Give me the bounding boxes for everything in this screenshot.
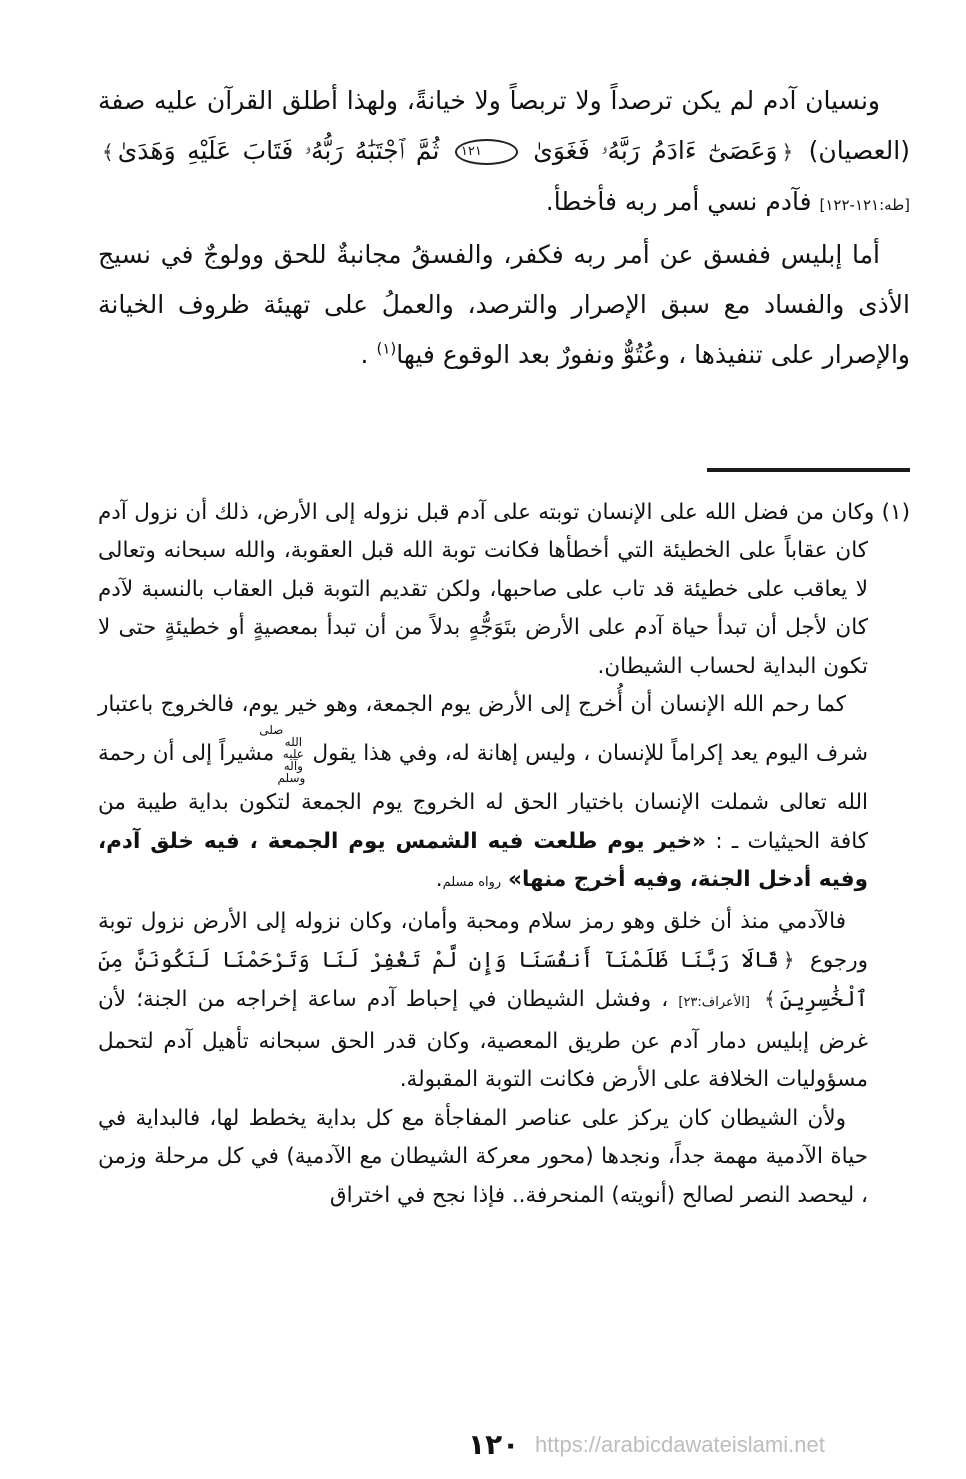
book-page (98, 0, 910, 1479)
footnote-text: ولأن الشيطان كان يركز على عناصر المفاجأة مع كل بداية يخطط لها، فالبداية في حياة الآدمية مهمة جداً، ونجدها (محور معركة الشيطان مع الآدمية) في كل مرحلة وزمن ، ليحصد النصر لصالح (أنويته) المنحرفة.. فإذا نجح في اختراق (98, 1105, 868, 1208)
footnote-paragraph-friday (98, 686, 910, 903)
footnote-separator (707, 468, 910, 472)
quran-verse: وَعَصَىٰٓ ءَادَمُ رَبَّهُۥ فَغَوَىٰ (533, 136, 778, 165)
paragraph-iblis (98, 230, 910, 380)
paragraph-text: ونسيان آدم لم يكن ترصداً ولا تربصاً ولا خيانةً، ولهذا أطلق القرآن عليه صفة (العصيان) (98, 86, 911, 165)
ayah-number-badge: ١٢١ (455, 139, 518, 165)
footnotes (98, 494, 910, 1215)
hadith-quote: «خير يوم طلعت فيه الشمس يوم الجمعة ، فيه خلق آدم، وفيه أدخل الجنة، وفيه أخرج منها» (98, 828, 868, 893)
paragraph-text: فآدم نسي أمر ربه فأخطأ. (545, 187, 812, 216)
footnote-paragraph-repentance (98, 903, 910, 1100)
footnote-1 (98, 494, 910, 686)
paragraph-end: . (360, 340, 369, 369)
quran-open-bracket-icon: ﴿ (782, 948, 795, 973)
quran-close-bracket-icon: ﴾ (764, 987, 776, 1012)
surah-reference: [الأعراف:٢٣] (678, 995, 750, 1011)
footnote-paragraph-satan (98, 1100, 910, 1215)
footnote-text: ، وفشل الشيطان في إحباط آدم ساعة إخراجه من الجنة؛ لأن غرض إبليس دمار آدم عن طريق المعصية، وكان قدر الحق سبحانه تأهيل آدم لتحمل مسؤوليات الخلافة على الأرض فكانت التوبة المقبولة. (98, 987, 868, 1093)
page-number: ١٢٠ (468, 1428, 520, 1461)
salutation-glyph-icon: صلى الله عليه وآله وسلم (259, 723, 306, 786)
quran-verse: قَالَا رَبَّنَا ظَلَمْنَآ أَنفُسَنَا وَإِن لَّمْ تَغْفِرْ لَنَا وَتَرْحَمْنَا لَنَكُونَنَّ مِنَ ٱلْخَٰسِرِينَ (98, 948, 868, 1013)
main-text (98, 76, 910, 380)
quran-close-bracket-icon: ﴾ (102, 140, 114, 164)
footnote-text: وكان من فضل الله على الإنسان توبته على آدم قبل نزوله إلى الأرض، ذلك أن نزول آدم كان عقاباً على الخطيئة التي أخطأها فكانت توبة الله قبل العقوبة، والله سبحانه وتعالى لا يعاقب على خطيئة قد تاب على صاحبها، ولكن تقديم التوبة قبل العقاب بالنسبة لآدم كان لأجل أن تبدأ حياة آدم على الأرض بتَوَجُّهٍ بدلاً من أن تبدأ بمعصيةٍ أو خطيئةٍ حتى لا تكون البداية لحساب الشيطان. (98, 500, 875, 679)
hadith-source: رواه مسلم (442, 875, 502, 891)
footnote-text: . (435, 867, 443, 893)
footnote-text: كما رحم الله الإنسان أن أُخرج إلى الأرض يوم الجمعة، وهو خير يوم، فالخروج باعتبار شرف اليوم يعد إكراماً للإنسان ، وليس إهانة له، وفي هذا يقول (98, 692, 868, 767)
surah-reference: [طه:١٢١-١٢٢] (819, 196, 910, 214)
watermark-url[interactable]: https://arabicdawateislami.net (535, 1432, 825, 1457)
footnote-marker[interactable]: (١) (376, 339, 397, 358)
footnote-text: مشيراً إلى أن رحمة الله تعالى شملت الإنسان باختيار الحق له الخروج يوم الجمعة لتكون بداية طيبة من كافة الحيثيات ـ : (98, 741, 868, 854)
paragraph-adam-forgetfulness (98, 76, 910, 230)
quran-open-bracket-icon: ﴿ (781, 140, 794, 164)
page-footer (0, 1428, 966, 1468)
footnote-number: (١) (881, 500, 910, 525)
quran-verse: ثُمَّ ٱجْتَبَٰهُ رَبُّهُۥ فَتَابَ عَلَيْهِ وَهَدَىٰ (117, 136, 440, 165)
paragraph-text: أما إبليس ففسق عن أمر ربه فكفر، والفسقُ مجانبةٌ للحق وولوجٌ في نسيج الأذى والفساد مع سبق الإصرار والترصد، والعملُ على تهيئة ظروف الخيانة والإصرار على تنفيذها ، وعُتُوٌّ ونفورٌ بعد الوقوع فيها (98, 240, 910, 369)
footnote-text: فالآدمي منذ أن خلق وهو رمز سلام ومحبة وأمان، وكان نزوله إلى الأرض نزول توبة ورجوع (98, 908, 868, 974)
